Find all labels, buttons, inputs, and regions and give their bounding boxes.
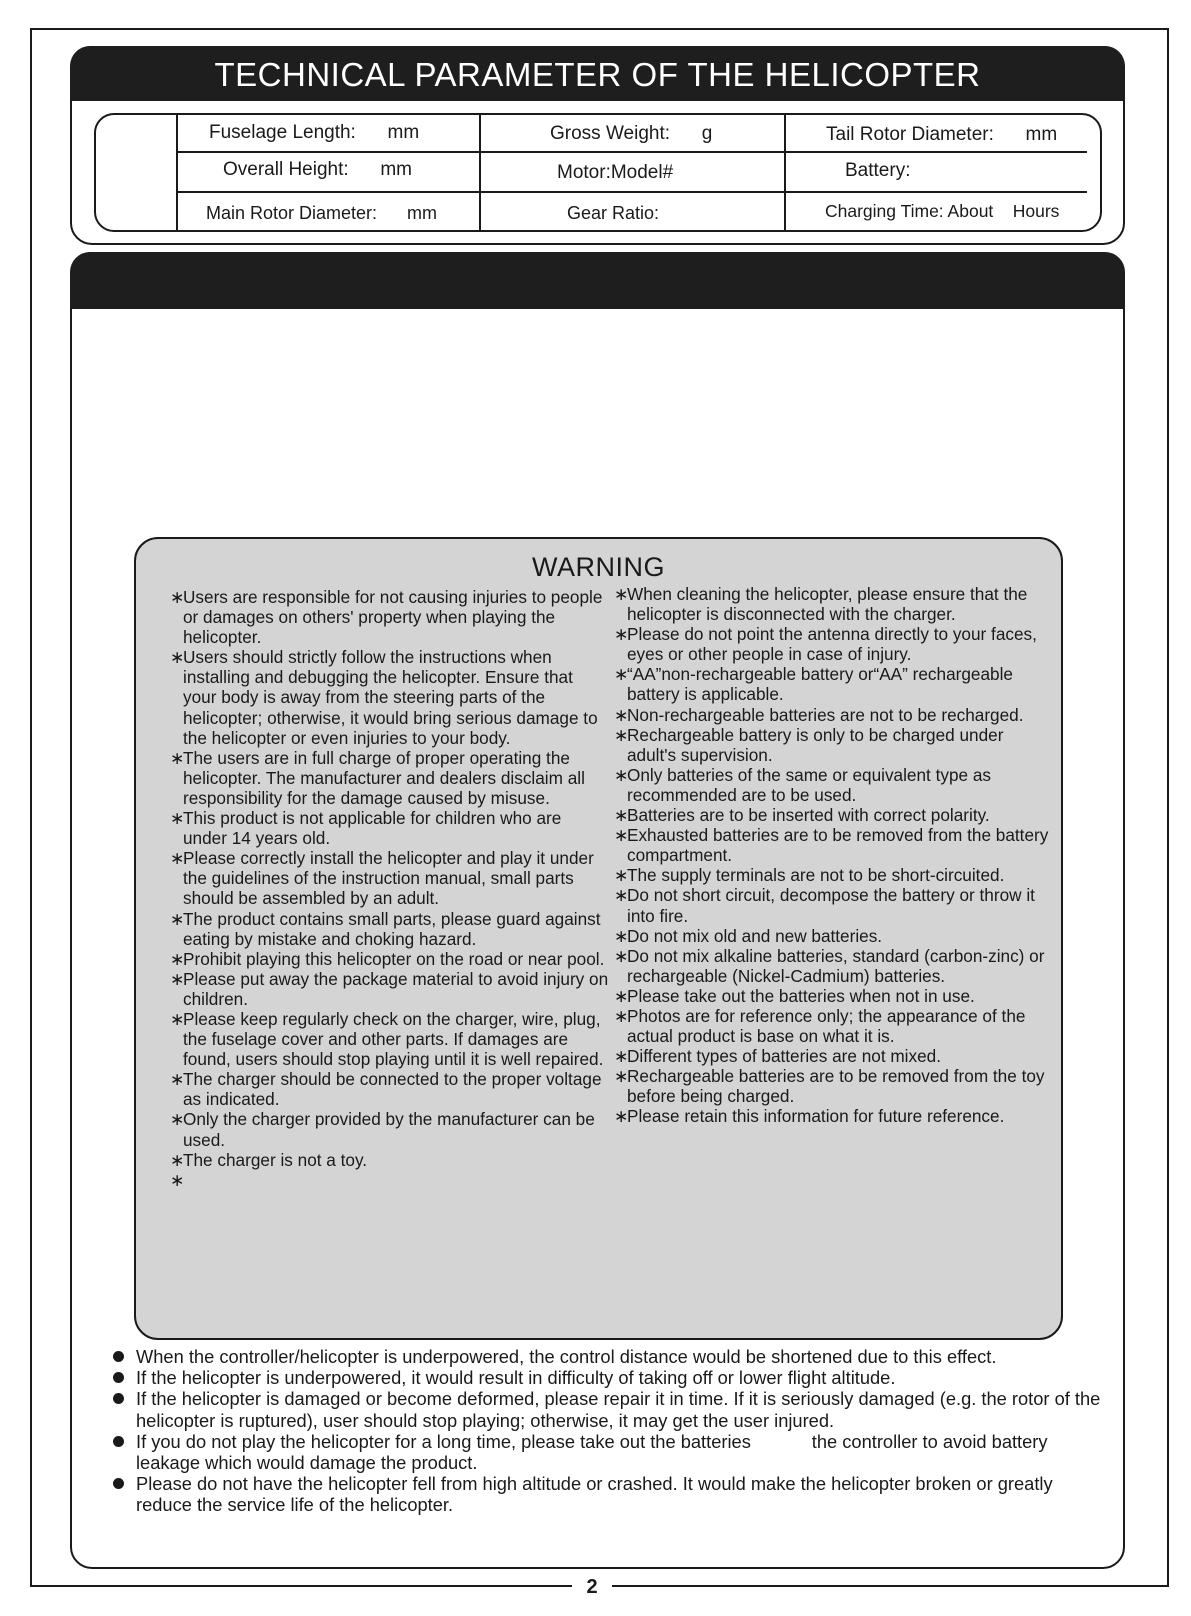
- warning-item-empty: ∗: [170, 1169, 185, 1190]
- usage-note: When the controller/helicopter is underpowered, the control distance would be shortened due to this effect.: [112, 1346, 1112, 1367]
- spec-overall-height: Overall Height: mm: [223, 159, 412, 180]
- warning-item: ∗ Only the charger provided by the manufacturer can be used.: [170, 1109, 595, 1150]
- warning-item: ∗ The supply terminals are not to be short-circuited.: [614, 865, 1005, 886]
- bullet-icon: [113, 1372, 124, 1383]
- safety-section-header: [70, 252, 1125, 309]
- table-divider: [176, 191, 1087, 193]
- spec-motor-model: Motor:Model#: [557, 162, 674, 183]
- usage-note: If the helicopter is damaged or become deformed, please repair it in time. If it is seriously damaged (e.g. the rotor of the helicopter is ruptured), user should stop playing; otherwise, it may get the user injured.: [112, 1388, 1112, 1430]
- warning-item: ∗ The product contains small parts, please guard against eating by mistake and choking hazard.: [170, 908, 601, 949]
- bullet-icon: [113, 1436, 124, 1447]
- spec-main-rotor-diameter: Main Rotor Diameter: mm: [206, 203, 438, 223]
- table-divider: [176, 113, 178, 232]
- page-number: 2: [572, 1574, 612, 1600]
- warning-item: ∗ The users are in full charge of proper operating the helicopter. The manufacturer and dealers disclaim all responsibility for the damage caused by misuse.: [170, 747, 585, 808]
- warning-title: WARNING: [532, 552, 665, 582]
- warning-item: ∗ Users are responsible for not causing injuries to people or damages on others' property when playing the helicopter.: [170, 587, 603, 648]
- spec-tail-rotor-diameter: Tail Rotor Diameter: mm: [826, 124, 1058, 145]
- warning-item: ∗ Rechargeable battery is only to be charged under adult's supervision.: [614, 724, 1004, 765]
- warning-item: ∗ Batteries are to be inserted with correct polarity.: [614, 805, 990, 826]
- warning-item: ∗ When cleaning the helicopter, please ensure that the helicopter is disconnected with the charger.: [614, 584, 1028, 625]
- usage-note: If the helicopter is underpowered, it would result in difficulty of taking off or lower flight altitude.: [112, 1367, 1112, 1388]
- warning-item: ∗ Prohibit playing this helicopter on the road or near pool.: [170, 948, 605, 969]
- warning-item: ∗ Please keep regularly check on the charger, wire, plug, the fuselage cover and other parts. If damages are found, users should stop playing until it is well repaired.: [170, 1008, 604, 1070]
- table-divider: [784, 113, 786, 232]
- usage-note: Please do not have the helicopter fell from high altitude or crashed. It would make the helicopter broken or greatly reduce the service life of the helicopter.: [112, 1473, 1112, 1515]
- tech-parameter-title: TECHNICAL PARAMETER OF THE HELICOPTER: [70, 46, 1125, 101]
- warning-item: ∗ Do not short circuit, decompose the battery or throw it into fire.: [614, 885, 1035, 926]
- warning-item: ∗ The charger is not a toy.: [170, 1149, 368, 1170]
- spec-gross-weight: Gross Weight: g: [550, 123, 713, 144]
- warning-item: ∗ Please retain this information for future reference.: [614, 1106, 1005, 1127]
- warning-item: ∗ Non-rechargeable batteries are not to be recharged.: [614, 704, 1024, 725]
- warning-item: ∗ The charger should be connected to the proper voltage as indicated.: [170, 1069, 602, 1110]
- warning-item: ∗ Please put away the package material to avoid injury on children.: [170, 968, 609, 1009]
- spec-charging-time: Charging Time: About Hours: [825, 201, 1060, 221]
- table-divider: [479, 113, 481, 232]
- spec-fuselage-length: Fuselage Length: mm: [209, 122, 420, 143]
- bullet-icon: [113, 1478, 124, 1489]
- warning-item: ∗ Do not mix alkaline batteries, standard (carbon-zinc) or rechargeable (Nickel-Cadmium) batteries.: [614, 945, 1045, 986]
- bullet-icon: [113, 1393, 124, 1404]
- warning-item: ∗ Do not mix old and new batteries.: [614, 925, 883, 946]
- bullet-icon: [113, 1351, 124, 1362]
- spec-battery: Battery:: [845, 160, 911, 181]
- spec-gear-ratio: Gear Ratio:: [567, 203, 660, 223]
- warning-item: ∗ Photos are for reference only; the appearance of the actual product is base on what it is.: [614, 1005, 1026, 1047]
- warning-item: ∗ Please correctly install the helicopter and play it under the guidelines of the instruction manual, small parts should be assembled by an adult.: [170, 848, 594, 909]
- warning-item: ∗ Please do not point the antenna directly to your faces, eyes or other people in case of injury.: [614, 624, 1037, 665]
- table-divider: [176, 151, 1087, 153]
- warning-list-right: [614, 584, 1054, 1127]
- warning-item: ∗ This product is not applicable for children who are under 14 years old.: [170, 808, 562, 849]
- warning-item: ∗ Different types of batteries are not mixed.: [614, 1046, 941, 1067]
- warning-list-left: [170, 587, 610, 1190]
- warning-item: ∗ Only batteries of the same or equivalent type as recommended are to be used.: [614, 764, 992, 805]
- usage-note: If you do not play the helicopter for a long time, please take out the batteries the controller to avoid battery leakage which would damage the product.: [112, 1431, 1112, 1473]
- warning-item: ∗ Exhausted batteries are to be removed from the battery compartment.: [614, 825, 1049, 866]
- warning-item: ∗ Users should strictly follow the instructions when installing and debugging the helicopter. Ensure that your body is away from the steering parts of the helicopter; otherwise, it would bring serious damage to the helicopter or even injuries to your body.: [170, 647, 598, 748]
- usage-notes-list: [112, 1346, 1112, 1516]
- warning-item: ∗ “AA”non-rechargeable battery or“AA” rechargeable battery is applicable.: [614, 664, 1013, 705]
- warning-item: ∗ Rechargeable batteries are to be removed from the toy before being charged.: [614, 1066, 1045, 1107]
- warning-item: ∗ Please take out the batteries when not in use.: [614, 985, 975, 1006]
